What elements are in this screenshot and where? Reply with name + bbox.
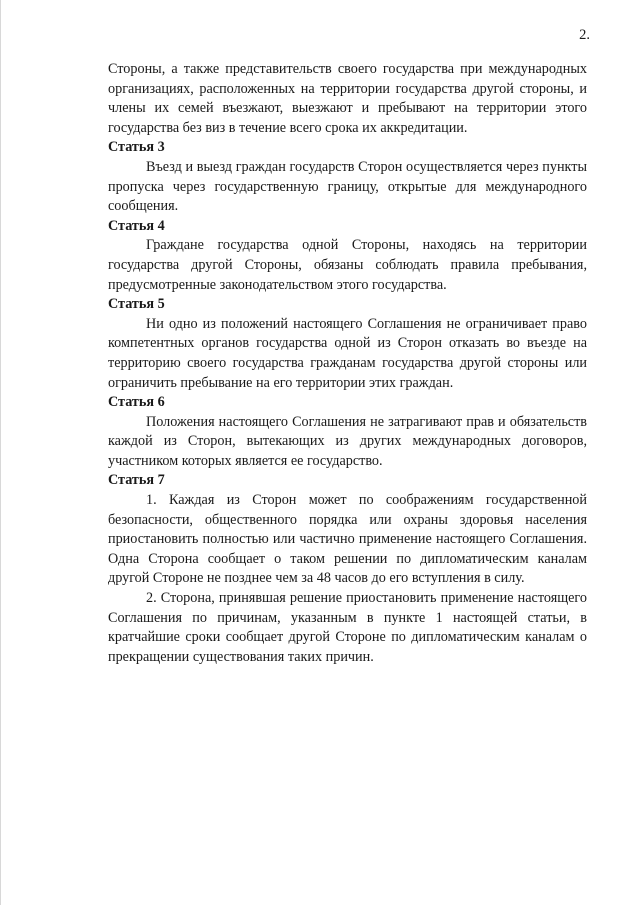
- article-7: [108, 471, 587, 667]
- article-heading: Статья 5: [108, 296, 165, 313]
- article-6: [108, 393, 587, 471]
- document-body: [108, 60, 587, 667]
- article-heading: Статья 3: [108, 139, 165, 156]
- page-number: 2.: [579, 27, 590, 43]
- article-paragraph: 1. Каждая из Сторон может по соображениям государственной безопасности, общественного порядка или охраны здоровья населения приостановить полностью или частично применение настоящего Соглашения. Одна Сторона сообщает о таком решении по дипломатическим каналам другой Стороне не позднее чем за 48 часов до его вступления в силу.: [108, 492, 587, 587]
- article-paragraph: Ни одно из положений настоящего Соглашения не ограничивает право компетентных органов государства одной из Сторон отказать во въезде на территорию своего государства гражданам государства другой стороны или ограничить пребывание на его территории этих граждан.: [108, 315, 587, 391]
- article-paragraph: 2. Сторона, принявшая решение приостановить применение настоящего Соглашения по причинам, указанным в пункте 1 настоящей статьи, в кратчайшие сроки сообщает другой Стороне по дипломатическим каналам о прекращении существования таких причин.: [108, 590, 587, 665]
- article-heading: Статья 7: [108, 472, 165, 489]
- intro-paragraph: Стороны, а также представительств своего государства при международных организациях, расположенных на территории государства другой стороны, и члены их семей въезжают, выезжают и пребывают на территории этого государства без виз в течение всего срока их аккредитации.: [108, 61, 587, 136]
- article-paragraph: Положения настоящего Соглашения не затрагивают прав и обязательств каждой из Сторон, вытекающих из других международных договоров, участником которых является ее государство.: [108, 413, 587, 469]
- scan-left-edge: [0, 0, 1, 905]
- article-3: [108, 138, 587, 216]
- article-paragraph: Въезд и выезд граждан государств Сторон осуществляется через пункты пропуска через государственную границу, открытые для международного сообщения.: [108, 158, 587, 215]
- article-paragraph: Граждане государства одной Стороны, находясь на территории государства другой Стороны, обязаны соблюдать правила пребывания, предусмотренные законодательством этого государства.: [108, 237, 587, 293]
- article-heading: Статья 4: [108, 217, 165, 234]
- article-heading: Статья 6: [108, 394, 165, 411]
- article-4: [108, 217, 587, 295]
- article-5: [108, 295, 587, 393]
